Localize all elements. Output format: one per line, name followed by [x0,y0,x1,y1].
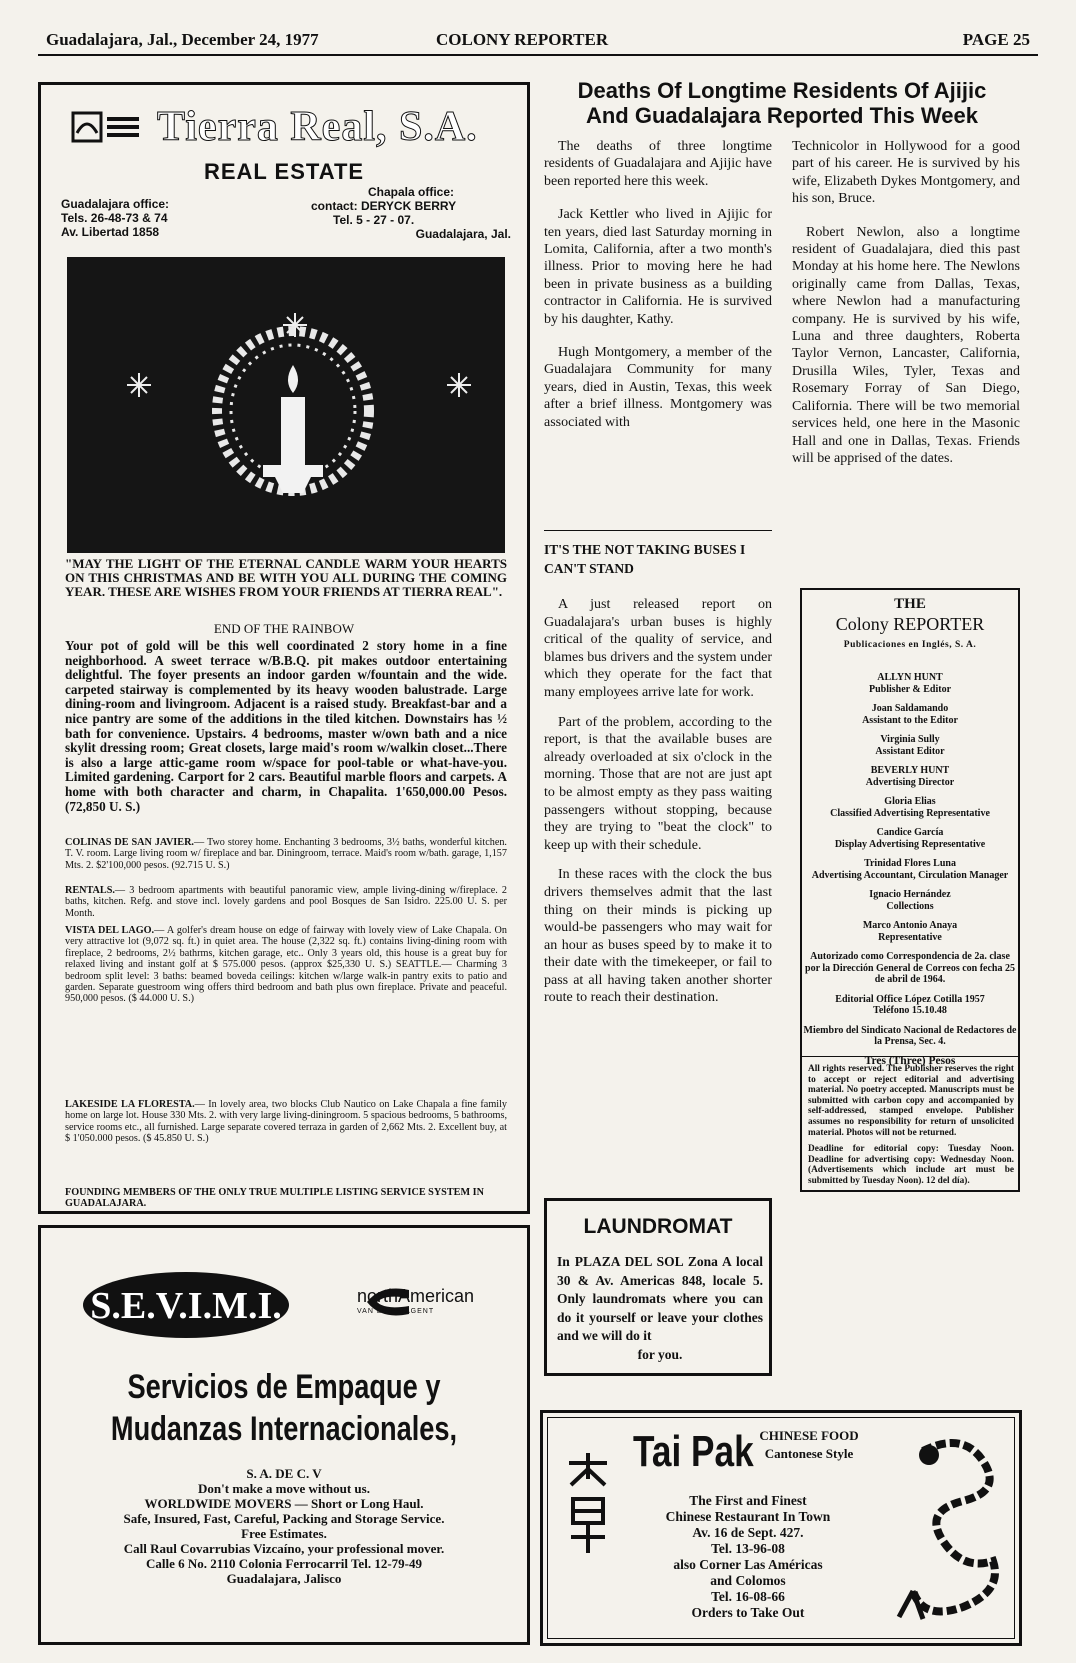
listing-name: LAKESIDE LA FLORESTA. [65,1099,195,1110]
article-paragraph: Jack Kettler who lived in Ajijic for ten years, died last Saturday morning in Lomita, California, after a two month's illness. Prior to moving here he had been in private business as a building contractor in California. He is survived by his daughter, Kathy. [544,207,772,327]
ad-line: Calle 6 No. 2110 Colonia Ferrocarril Tel. 12-79-49 [146,1556,422,1571]
listing-headline: END OF THE RAINBOW [213,621,355,636]
ad-line: Av. 16 de Sept. 427. [692,1525,804,1540]
candle-wreath-picture [67,257,505,553]
ad-line: WORLDWIDE MOVERS — Short or Long Haul. [144,1496,424,1511]
registration-note: Autorizado como Correspondencia de 2a. clase por la Dirección General de Correos con fecha 25 de abril de 1964. [805,951,1015,985]
staff-name: Trinidad Flores Luna [864,858,956,869]
sevimi-logo [81,1270,291,1340]
article-paragraph: A just released report on Guadalajara's urban buses is highly critical of the quality of service, and blames bus drivers and the system under which they operate for the fact that many employees arrive late for work. [544,597,772,700]
laundromat-ad [544,1198,772,1376]
rights-notice [808,1064,1014,1187]
article-paragraph: In these races with the clock the bus drivers themselves admit that the last thing on their minds is picking up would-be passengers who may wait for an hour as buses speed by to make it to their date with the timekeeper, or fail to pass at all having taken another shorter route to reach their destination. [544,867,772,1006]
staff-name: Candice García [876,827,944,838]
tai-pak-name: Tai Pak [633,1427,754,1476]
masthead-the: THE [894,596,926,612]
staff-name: BEVERLY HUNT [870,765,950,776]
chinese-characters-icon [563,1449,613,1559]
price: Tres (Three) Pesos [864,1054,956,1067]
partner-subtitle: VAN LINES/AGENT [357,1308,435,1315]
article-paragraph: The deaths of three longtime residents of Guadalajara and Ajijic have been reported here this week. [544,139,772,189]
office-city: Guadalajara, Jal. [415,227,511,241]
dragon-icon [883,1431,1013,1627]
staff-name: Joan Saldamando [871,703,949,714]
ad-line: Don't make a move without us. [198,1481,370,1496]
staff-list [802,664,1018,1067]
office-phone: Teléfono 15.10.48 [873,1005,947,1016]
listing-item [65,837,507,871]
listing-name: COLINAS DE SAN JAVIER. [65,837,194,848]
laundromat-body [557,1253,763,1364]
office-line: contact: DERYCK BERRY [311,199,457,213]
tai-pak-ad [540,1410,1022,1646]
page-number: PAGE 25 [962,30,1030,49]
deadline-text: Deadline for editorial copy: Tuesday Noon. Deadline for advertising copy: Wednesday Noon. (Advertisements which include art must be submitted by Tuesday Noon). 12 del día). [808,1144,1014,1186]
guadalajara-office [61,197,169,239]
deaths-column-b [792,138,1020,483]
sevimi-details [41,1466,527,1586]
article-paragraph: Technicolor in Hollywood for a good part of his career. He is survived by his wife, Elizabeth Dykes Montgomery, and his son, Bruce. [792,139,1020,207]
laundromat-last-line: for you. [637,1346,683,1362]
real-estate-subtitle: REAL ESTATE [203,159,365,184]
newspaper-name: COLONY REPORTER [436,30,609,49]
article-paragraph: Part of the problem, according to the report, is that the available buses are already overloaded at six o'clock in the morning. Those that are not are just apt to be almost empty as they pass waiting passengers without stopping, because they are trying to "beat the clock" to keep up with their schedule. [544,714,772,853]
ad-line: Tel. 16-08-66 [711,1589,785,1604]
headline-line: Deaths Of Longtime Residents Of Ajijic [577,78,987,103]
page-header [46,30,1030,54]
laundromat-title: LAUNDROMAT [583,1215,733,1238]
article-paragraph: Hugh Montgomery, a member of the Guadalajara Community for many years, died in Austin, Texas, this week after a brief illness. Montgomery was associated with [544,345,772,430]
ad-line: Call Raul Covarrubias Vizcaíno, your professional mover. [123,1541,445,1556]
tierra-firm-name: Tierra Real, S.A. [157,104,478,150]
masthead-box [800,588,1020,1192]
listing-text: — Two storey home. Enchanting 3 bedrooms, 3½ baths, wonderful kitchen. T. V. room. Large living room w/ fireplace and bar. Diningroom, terrace. Maid's room w/bath. garage, 1,157 Mts. 2. $2'100,000 pesos. (92.715 U. S.) [65,837,507,871]
office-line: Av. Libertad 1858 [61,225,160,239]
staff-name: Gloria Elias [884,796,936,807]
ad-line: Tel. 13-96-08 [711,1541,785,1556]
ad-line: Guadalajara, Jalisco [226,1571,342,1586]
membership-note: Miembro del Sindicato Nacional de Redactores de la Prensa, Sec. 4. [803,1024,1017,1047]
tierra-real-ad [38,82,530,1214]
laundromat-text: In PLAZA DEL SOL Zona A local 30 & Av. Americas 848, locale 5. Only laundromats where you can do it yourself or leave your clothes and we will do it [557,1254,763,1343]
masthead-name: Colony REPORTER [835,614,985,634]
chapala-office [311,185,511,241]
staff-role: Assistant Editor [875,745,945,757]
staff-role: Display Advertising Representative [834,838,986,850]
deaths-headline [544,78,1020,128]
staff-role: Classified Advertising Representative [830,807,990,819]
tagline-line: Cantonese Style [764,1446,854,1461]
divider [802,1056,1018,1057]
office-title: Chapala office: [367,185,454,199]
rights-text: All rights reserved. The Publisher reserves the right to accept or reject editorial and advertising material. No poetry accepted. Manuscripts must be submitted with carbon copy and accompanied by self-addressed, stamped envelope. Publisher assumes no responsibility for return of unsolicited material. Photos will not be returned. [808,1064,1014,1138]
staff-role: Publisher & Editor [868,683,952,695]
masthead-publisher: Publicaciones en Inglés, S. A. [843,640,977,650]
buses-headline: IT'S THE NOT TAKING BUSES I CAN'T STAND [544,542,746,576]
tai-pak-details [623,1493,873,1621]
sevimi-logo-text: S.E.V.I.M.I. [90,1285,282,1327]
deaths-column-a [544,138,772,447]
christmas-greeting: "MAY THE LIGHT OF THE ETERNAL CANDLE WARM YOUR HEARTS ON THIS CHRISTMAS AND BE WITH YOU ALL DURING THE COMING YEAR. THESE ARE WISHES FROM YOUR FRIENDS AT TIERRA REAL". [65,556,507,599]
ad-line: also Corner Las Américas [673,1557,823,1572]
listing-item [65,1099,507,1145]
tierra-logo-icon [71,109,141,145]
ad-line: S. A. DE C. V [246,1466,322,1481]
tierra-logo-row [71,103,511,151]
ad-line: Safe, Insured, Fast, Careful, Packing and Storage Service. [123,1511,445,1526]
divider [544,530,772,531]
sevimi-headline-2: Mudanzas Internacionales, [110,1410,458,1448]
listing-name: RENTALS. [65,885,115,896]
staff-role: Advertising Director [865,776,955,788]
ad-line: Chinese Restaurant In Town [665,1509,831,1524]
tai-pak-tagline [749,1427,869,1463]
listing-text: — In lovely area, two blocks Club Nautico on Lake Chapala a fine family home on large lot. House 330 Mts. 2. with very large living-diningroom. 5 spacious bedrooms, 5 bathrooms, service rooms etc., all furnished. Large separate covered terraza in garden of 2,662 Mts. 2. Excellent buy, at $ 1'050.000 pesos. ($ 45.850 U. S.) [65,1099,507,1145]
sevimi-headline-1: Servicios de Empaque y [127,1368,441,1406]
staff-role: Advertising Accountant, Circulation Manager [811,869,1009,881]
office-line: Tel. 5 - 27 - 07. [333,213,415,227]
listing-item [65,925,507,1005]
editorial-office: Editorial Office López Cotilla 1957 [835,993,985,1005]
listing-item [65,885,507,919]
staff-name: ALLYN HUNT [877,672,943,683]
ad-line: The First and Finest [689,1493,807,1508]
dateline: Guadalajara, Jal., December 24, 1977 [46,30,319,49]
staff-role: Collections [886,900,934,912]
founding-members-note: FOUNDING MEMBERS OF THE ONLY TRUE MULTIPLE LISTING SERVICE SYSTEM IN GUADALAJARA. [65,1187,484,1209]
header-rule [38,54,1038,56]
staff-role: Representative [878,931,942,943]
listing-text: — 3 bedroom apartments with beautiful panoramic view, ample living-dining w/fireplace. 2 baths, kitchen. Refg. and stove incl. lovely gardens and pool Bosques de San Isidro. 225.00 U. S. per Month. [65,885,507,919]
staff-name: Marco Antonio Anaya [862,920,958,931]
tagline-line: CHINESE FOOD [759,1428,859,1443]
rainbow-listing: Your pot of gold will be this well coordinated 2 story home in a fine neighborhood. A sweet terrace w/B.B.Q. pit makes outdoor entertaining delightful. The foyer presents an indoor garden w/fountain and the wide. carpeted stairway is complemented by its heavy wooden balustrade. Large dining-room and livingroom. Adjacent is a raised study. Breakfast-bar and a nice pantry are some of the additions in the tiled kitchen. Downstairs has ½ bath for convenience. Upstairs. 4 bedrooms, master w/own bath and a nice skylit dressing room; Great closets, large maid's room w/walkin closet...There is also a large attic-game room w/space for pool-table or what-have-you. Limited gardening. Carport for 2 cars. Beautiful marble floors and carpets. A home with both character and charm, in Chapalita. 1'650,000.00 Pesos. (72,850 U. S.) [65,638,507,814]
office-line: Tels. 26-48-73 & 74 [61,211,168,225]
buses-article [544,596,772,1019]
staff-name: Ignacio Hernández [869,889,951,900]
staff-name: Virginia Sully [880,734,940,745]
ad-line: Free Estimates. [241,1526,327,1541]
sevimi-movers-ad [38,1225,530,1645]
listing-name: VISTA DEL LAGO. [65,925,155,936]
listing-text: — A golfer's dream house on edge of fairway with lovely view of Lake Chapala. On very attractive lot (9,072 sq. ft.) in quiet area. The house (2,322 sq. ft.) contains living-dining room with fireplace, 2 bedrooms, 2½ bathrms, kitchen garage, etc.. Only 3 years old, this house is a great buy for relaxed living and instant golf at $ 575.000 pesos. (approx $25,330 U. S.) SEATTLE.— Charming 3 bedroom split level: 3 baths: beamed boveda ceilings: kitchen w/large walk-in pantry exits to patio and garden. Separate guestroom wing offers third bedroom and bath plus own fireplace. Private and peaceful. 950,000 pesos. ($ 44.000 U. S.) [65,925,507,1005]
office-line: Guadalajara office: [61,197,170,211]
staff-role: Assistant to the Editor [862,714,958,726]
partner-name: northAmerican [357,1286,475,1306]
headline-line: And Guadalajara Reported This Week [585,103,979,128]
article-paragraph: Robert Newlon, also a longtime resident of Guadalajara, died this past Monday at his home here. The Newlons originally came from Dallas, Texas, where Newlon had a manufacturing company. He is survived by his wife, Luna and three daughters, Roberta Taylor Vernon, Lancaster, California, Drusilla Wiles, Tyler, Texas and Rosemary Forray of San Diego, California. There will be two memorial services held, one here in the Masonic Hall and one in Dallas, Texas. Friends will be apprised of the dates. [792,224,1020,466]
ad-line: Orders to Take Out [691,1605,805,1620]
ad-line: and Colomos [710,1573,786,1588]
